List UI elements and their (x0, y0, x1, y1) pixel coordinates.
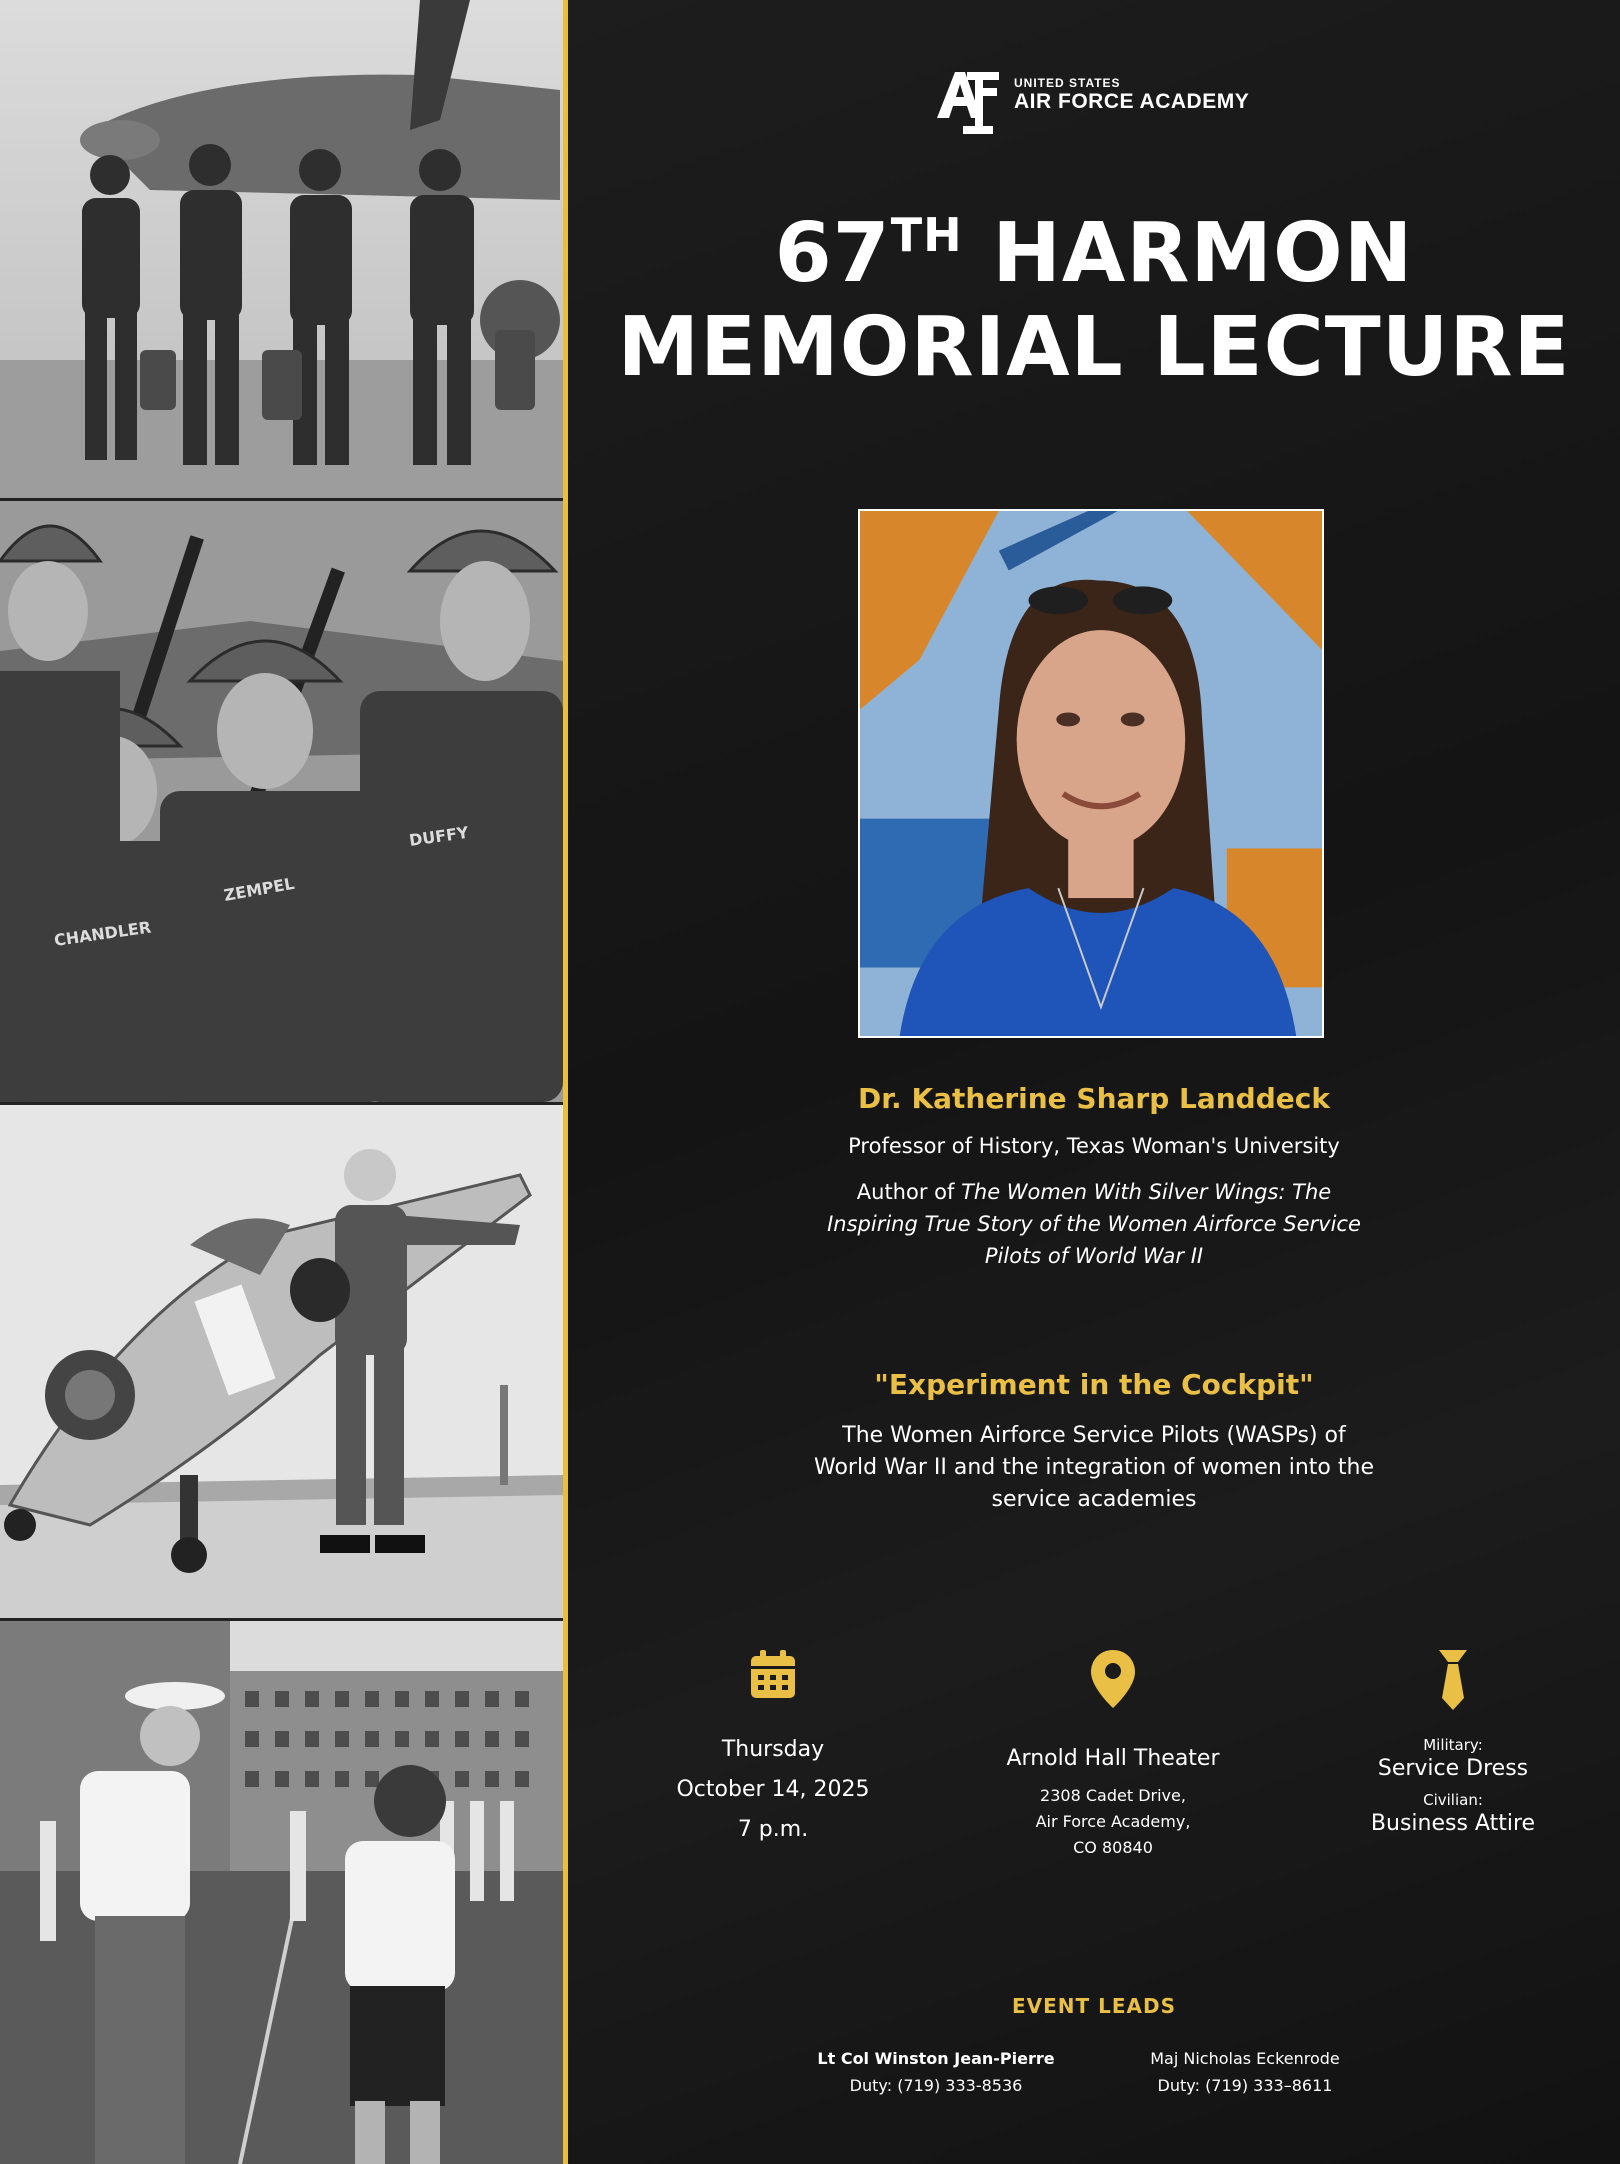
woman-with-starfighter-photo (0, 1105, 563, 1618)
lead-phone: Duty: (719) 333–8611 (1157, 2076, 1333, 2095)
event-lead (1085, 2049, 1405, 2095)
af-logo-mark-icon (933, 64, 1005, 136)
title-line-1 (568, 206, 1620, 313)
lecture-title: "Experiment in the Cockpit" (874, 1368, 1314, 1401)
necktie-icon (1436, 1650, 1470, 1710)
title-harmon: HARMON (992, 206, 1414, 301)
event-time: 7 p.m. (737, 1817, 809, 1842)
military-dress: Service Dress (1377, 1756, 1529, 1781)
lecture-description-text: The Women Airforce Service Pilots (WASPs) of World War II and the integration of women into the service academies (814, 1423, 1374, 1512)
civilian-dress: Business Attire (1370, 1811, 1536, 1836)
speaker-book (568, 1176, 1620, 1272)
title-ordinal-suffix: TH (890, 208, 963, 262)
speaker-portrait (858, 509, 1324, 1038)
author-prefix: Author of (856, 1180, 962, 1204)
lead-name: Lt Col Winston Jean-Pierre (817, 2049, 1055, 2068)
lecture-description (568, 1420, 1620, 1516)
name-tape-duffy: DUFFY (407, 822, 470, 850)
logo-united-states: UNITED STATES (1014, 76, 1121, 90)
lead-name: Maj Nicholas Eckenrode (1150, 2049, 1340, 2068)
civilian-label: Civilian: (1423, 1791, 1483, 1809)
map-pin-icon (1091, 1650, 1135, 1708)
military-label: Military: (1423, 1736, 1483, 1754)
lead-phone: Duty: (719) 333-8536 (849, 2076, 1023, 2095)
address-line-1: 2308 Cadet Drive, (1040, 1786, 1186, 1805)
event-venue: Arnold Hall Theater (1006, 1746, 1220, 1771)
speaker-role: Professor of History, Texas Woman's University (848, 1134, 1340, 1158)
title-number: 67 (774, 206, 891, 301)
event-leads-heading: EVENT LEADS (1011, 1994, 1177, 2018)
name-tape-zempel: ZEMPEL (222, 873, 296, 905)
academy-inspection-photo (0, 1621, 563, 2164)
title-line-2: MEMORIAL LECTURE (617, 300, 1571, 395)
event-lead (776, 2049, 1096, 2095)
cadets-with-rifles-photo (0, 501, 563, 1102)
event-location-block (943, 1650, 1283, 1861)
speaker-name: Dr. Katherine Sharp Landdeck (858, 1082, 1330, 1115)
calendar-icon (749, 1650, 797, 1700)
address-line-3: CO 80840 (1073, 1838, 1153, 1857)
event-date-block (648, 1650, 898, 1850)
logo-air-force-academy: AIR FORCE ACADEMY (1014, 90, 1250, 113)
usafa-logo (933, 60, 1273, 140)
event-date: October 14, 2025 (676, 1777, 870, 1802)
book-title: The Women With Silver Wings: The Inspiring True Story of the Women Airforce Service Pilots of World War II (827, 1180, 1361, 1268)
address-line-2: Air Force Academy, (1035, 1812, 1191, 1831)
info-panel (568, 0, 1620, 2164)
wasp-pilots-photo (0, 0, 563, 498)
photo-column (0, 0, 563, 2164)
dress-code-block (1328, 1650, 1578, 1836)
name-tape-chandler: CHANDLER (52, 917, 153, 950)
event-day: Thursday (721, 1737, 825, 1762)
